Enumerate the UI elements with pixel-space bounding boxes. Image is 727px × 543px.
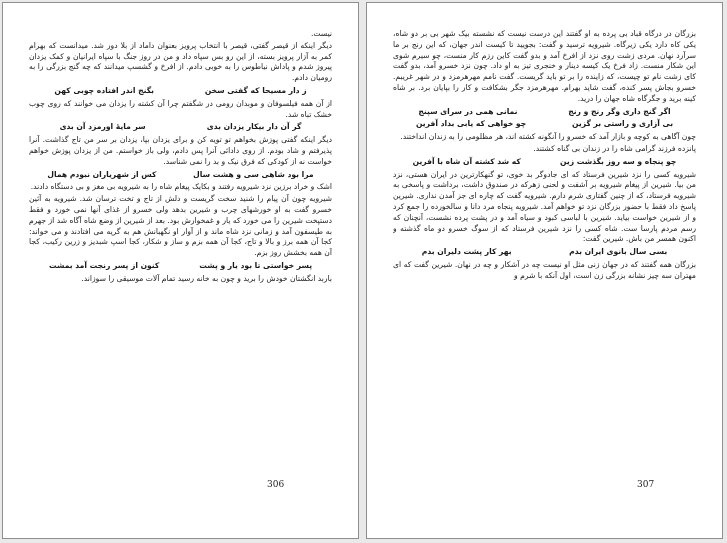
paragraph: از آن همه فیلسوفان و موبدان رومی در شگفتم چرا آن کشته را یزدان می خوانند که روی چوب خشک تباه شد.	[29, 98, 332, 119]
verse-hemistich-second: چو خواهی که یابی بداد آفرین	[415, 119, 527, 129]
right-page-number: 307	[637, 480, 655, 490]
paragraph: دیگر اینکه گفتی پوزش بخواهم تو تویه کن و برای یزدان بپا، یزدان بر سر من تاج گذاشت. آنرا پذیرفتم و شاد بودم. از روی دادائی آنرا پس دادم، ولی باز خواستم. من از یزدان پوزش خواهم خواست نه از کودکی که فرق نیک و بد را نمی شناسد.	[29, 135, 332, 166]
verse-hemistich-first: بسی سال بانوی ایران بدم	[569, 247, 668, 257]
verse-hemistich-first: مرا بود شاهی سی و هشت سال	[193, 169, 314, 179]
verse-hemistich-first: گر آن دار بیکار یزدان بدی	[206, 122, 302, 132]
paragraph: نیست.	[310, 29, 332, 38]
verse-hemistich-second: که شد کشته آن شاه با آفرین	[412, 156, 521, 166]
paragraph: شیرویه کسی را نزد شیرین فرستاد که ای جادوگر بد خوی، تو گنهکارترین در ایران هستی، نزد من بیا. شیرین از پیغام شیرویه بر آشفت و لحنی زهرکه در صندوق داشت، برداشت و پاسخی به شیرویه فرستاد، که از چنین گفتاری شرم دارم. شیرویه گفت که چاره ای جز آمدن نداری. شیرین پاسخ داد فقط با حضور بزرگان نزد تو خواهم آمد. شیرویه پنجاه مرد دانا و سالخورده را جمع کرد و از شیرین خواست بیاید. شیرین با لباسی کبود و سیاه آمد و در پشت پرده نشست، آنچنان که رسم مردم پارسا ست. شاه کسی را نزد شیرین فرستاد که از سوگ خسرو دو ماه گذشته و اکنون همسر من باش. شیرین گفت:	[393, 169, 696, 244]
verse-couplet	[29, 122, 332, 133]
verse-hemistich-first: اگر گنج داری وگر رنج و رنج	[568, 106, 671, 116]
paragraph: بزرگان در درگاه قباد بی پرده به او گفتند این درست نیست که نشسته بیک شهر بی بر دو شاه، یکی کاه دارد یکی زیرگاه. شیرویه ترسید و گفت: بجویید تا کیست اندر جهان، که این رنج بر ما سرآرد نهان. مردی زشت روی نزد از افرخ آمد و بدو گفت کاین رزم کار منست، چو سیرم شوی این شکار منست. زاد فرخ یک کیسه دینار و خنجری تیز به او داد. چون نزد خسرو آمد، بدو گفت کای زشت نام تو چیست، که زاینده را بر تو باید گریست. گفت نامم مهرهرمزد و در شهر غریبم. خسرو بجاش پسر کنده، گفت شاید بهرام. مهرهرمزد جگر بشکافت و کار را بپایان برد. بر شاه کینه برید و جگرگاه شاه جهان را درید.	[393, 29, 696, 103]
left-page	[2, 2, 359, 539]
paragraph: دیگر اینکه از قیصر گفتی، قیصر با انتخاب پرویز بعنوان داماد از بلا دور شد. میدانست که بهرام کمر به آزار پرویز بسته، از این رو بس سپاه داد و من در روز جنگ با سپاه ایرانیان و کمک یزدان پیروز شدم و پاداش نیاطوس را به خوبی دادم. از افرخ و گشسپ میدانند که چه گنج بزرگی را به رومیان دادم.	[29, 40, 332, 83]
verse-hemistich-second: نمانی همی در سرای سپنج	[418, 106, 518, 116]
verse-couplet	[393, 119, 696, 130]
verse-hemistich-second: بگنج اندر افتاده چوبی کهن	[54, 85, 154, 95]
verse-couplet	[393, 247, 696, 258]
paragraph: اشک و خراد برزین نزد شیرویه رفتند و بکایک پیغام شاه را به شیرویه بی مغز و بی دستگاه دادند.	[30, 182, 332, 192]
paragraph: شیرویه چون آن پیام را شنید سخت گریست و دلش از تاج و تخت ترسان شد. شیرویه به آئین خسرو گفت به او خورشهای چرب و شیرین بدهد ولی خسرو از غذای آنها نمی خورد و فقط دستپخت شیرین را می خورد که یار و غمخوارش بود. بعد از شیرین از وضع شاه آگاه شد از جهرم به طیسفون آمد و زمانی نزد شاه ماند و از آوار او نگهبانش هم به گریه می افتادند و می خواند: کجا آن همه برز و بالا و تاج، کجا آن همه بزم و ساز و شکار، کجا اسپ شبدیز و زرین رکیب، کجا آن همه بخشش روز بزم.	[29, 194, 332, 258]
verse-couplet	[29, 86, 332, 97]
verse-couplet	[393, 157, 696, 168]
verse-hemistich-first: پسر خواستی تا بود یار و پشت	[199, 260, 313, 270]
paragraph: چون آگاهی به کوچه و بازار آمد که خسرو را آنگونه کشته اند، هر مظلومی را به زندان انداختند.	[400, 132, 696, 142]
verse-couplet	[29, 261, 332, 272]
verse-hemistich-second: سر مایهٔ اورمزد آن بدی	[59, 122, 146, 132]
verse-couplet	[393, 107, 696, 118]
verse-hemistich-first: بی آزاری و راستی بر گزین	[572, 119, 674, 129]
verse-hemistich-first: ز دار مسیحا که گفتی سخن	[204, 85, 307, 95]
right-page	[366, 2, 723, 539]
verse-hemistich-second: بهر کار پشت دلیران بدم	[421, 247, 512, 257]
left-page-number: 306	[267, 480, 285, 490]
verse-couplet	[29, 170, 332, 181]
left-page-text	[29, 29, 332, 502]
right-page-text	[393, 29, 696, 502]
verse-hemistich-first: چو پنجاه و سه روز بگذشت زین	[560, 156, 677, 166]
paragraph: باربد انگشتان خودش را برید و چون به خانه رسید تمام آلات موسیقی را سوزاند.	[81, 273, 332, 283]
verse-hemistich-second: کنون از پسر رنجت آمد بمشت	[48, 260, 160, 270]
paragraph: پانزده فرزند گرامی شاه را در زندان بی گناه کشتند.	[533, 143, 696, 153]
paragraph: بزرگان همه گفتند که در جهان زنی مثل او نیست چه در آشکار و چه در نهان. شیرین گفت که ای مهتران سه چیز نشانه بزرگی زن است، اول آنکه با شرم و	[393, 259, 696, 280]
verse-hemistich-second: کس از شهریاران نبودم همال	[47, 169, 157, 179]
